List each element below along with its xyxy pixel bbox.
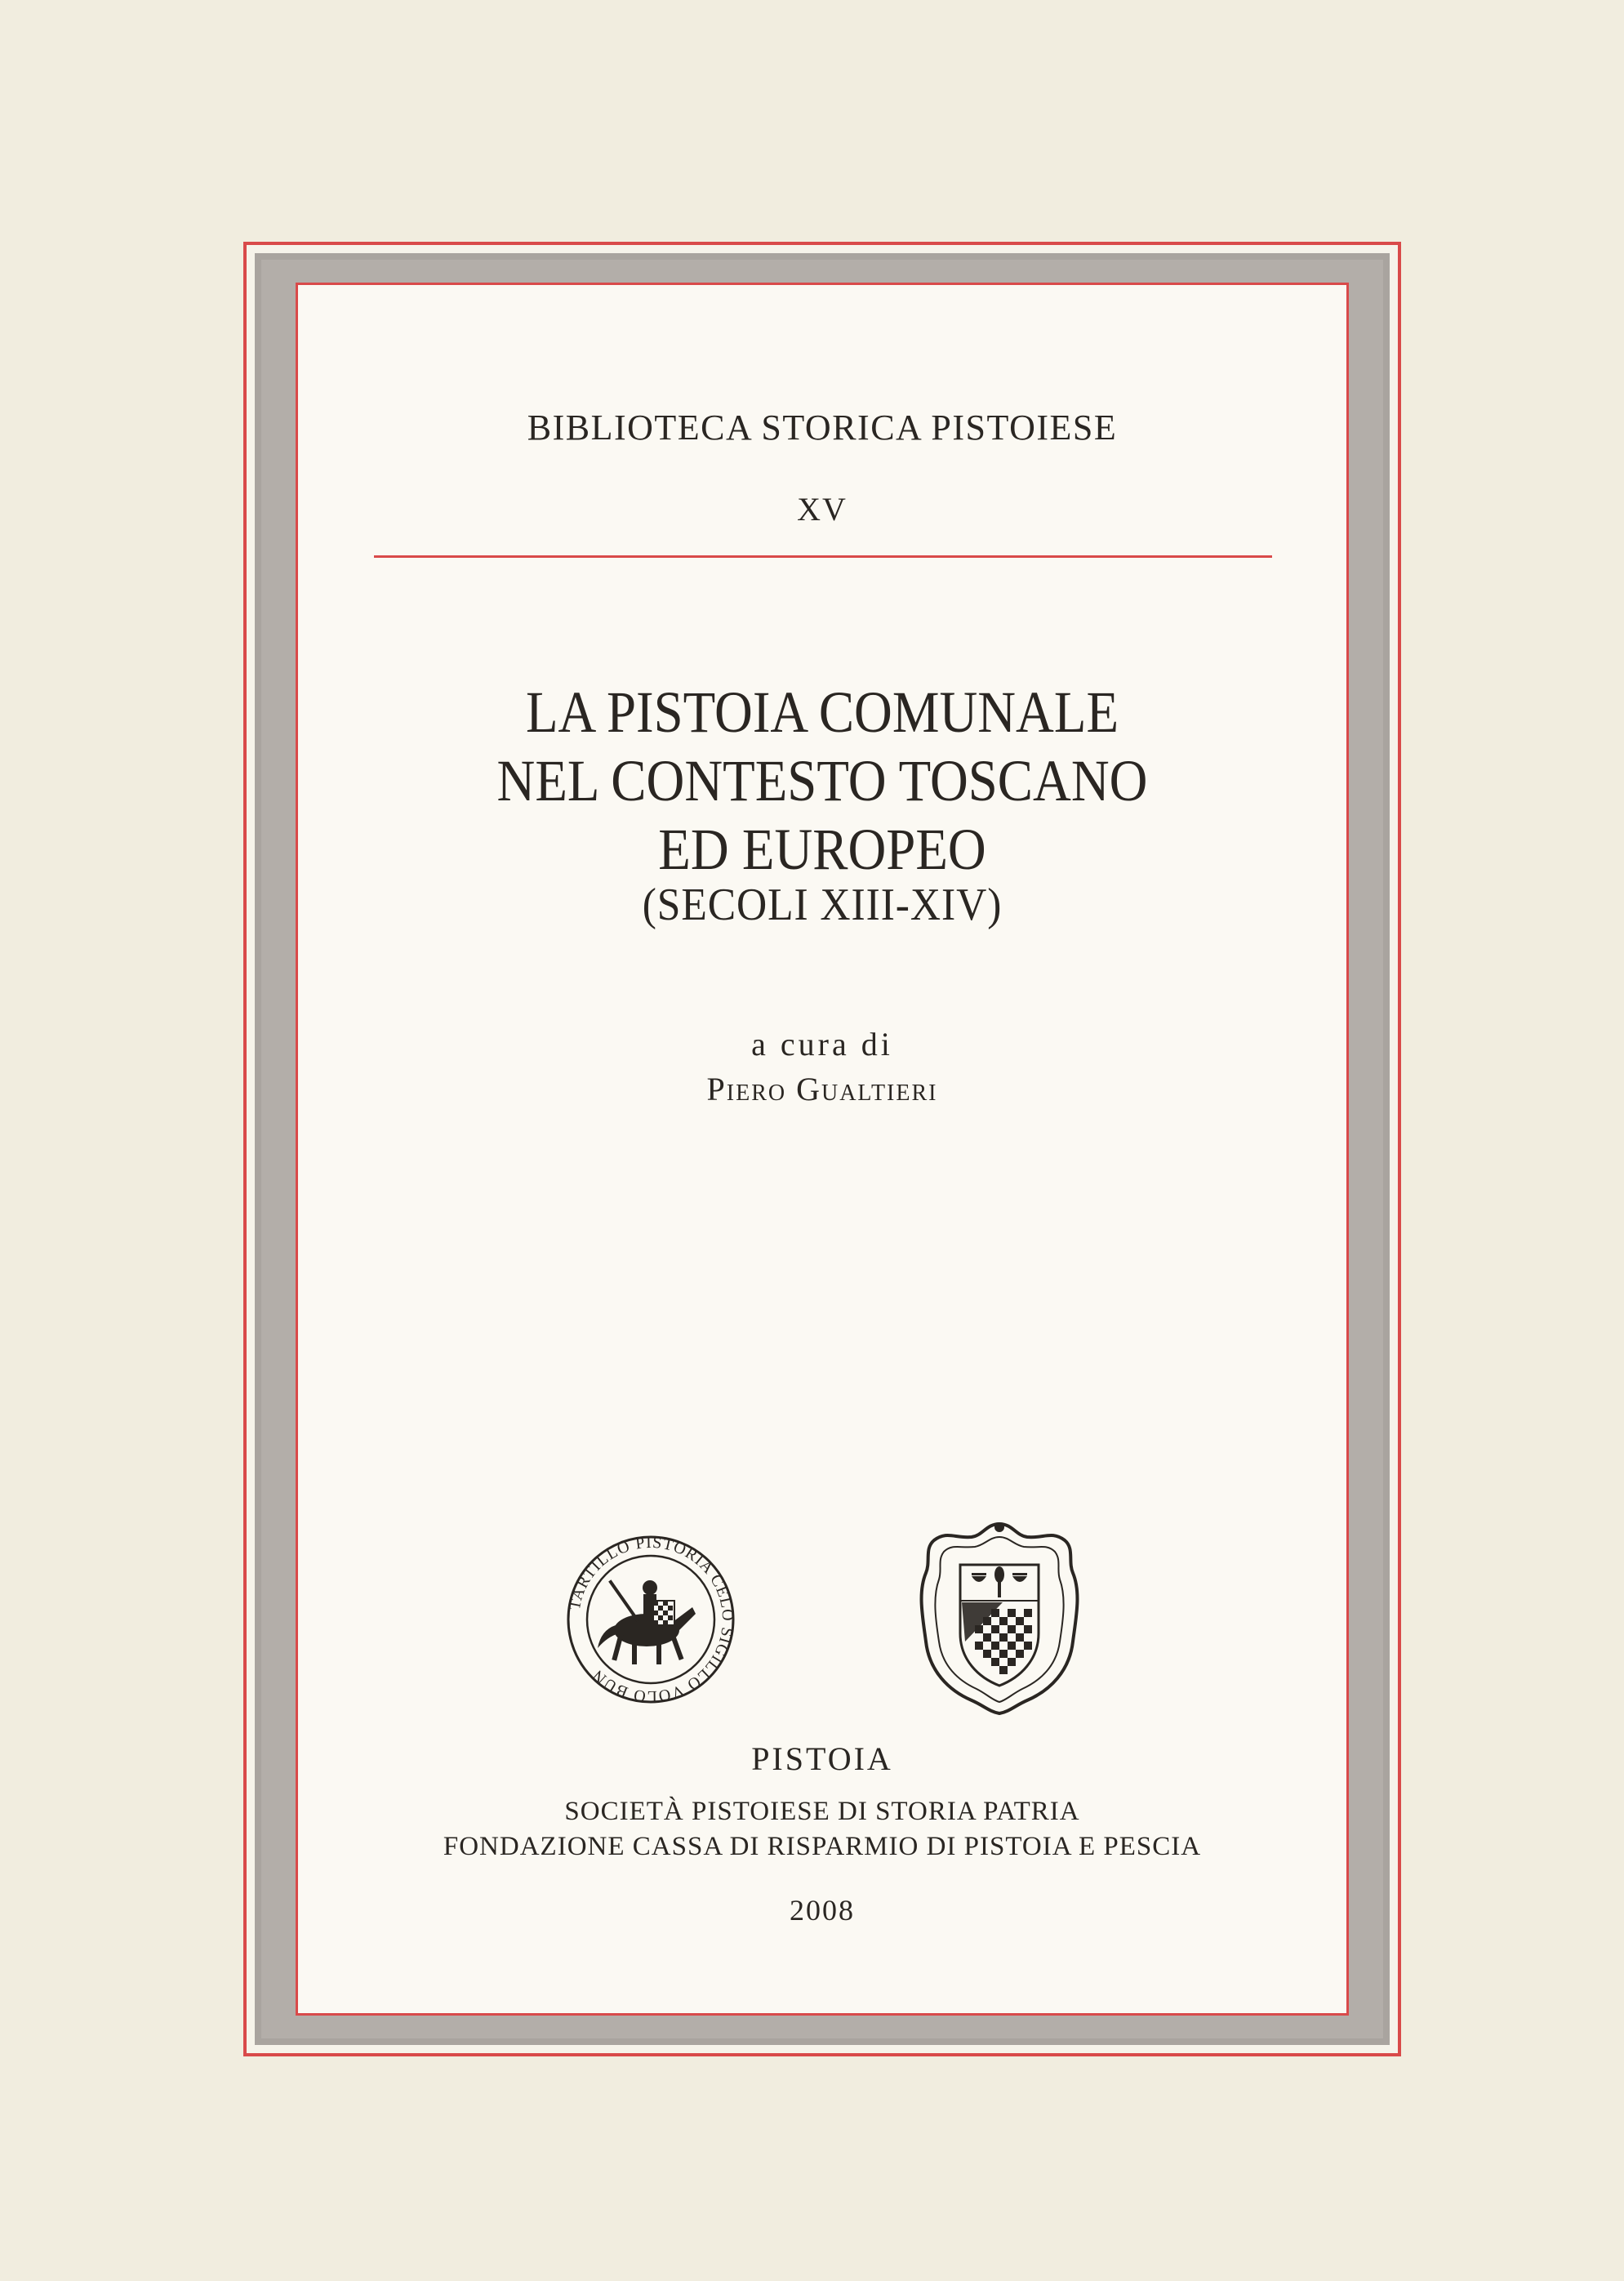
seal-legend: TARTILLO PISTORIA CELO SIGILLO VOLO BUN	[565, 1534, 736, 1705]
title-line-3: ED EUROPEO	[658, 817, 986, 882]
book-title	[351, 678, 1293, 884]
publication-year: 2008	[790, 1894, 855, 1927]
equestrian-seal-icon	[565, 1534, 736, 1705]
book-subtitle: (SECOLI XIII-XIV)	[642, 880, 1003, 930]
editor-prefix: a cura di	[751, 1026, 893, 1063]
red-divider-rule	[374, 555, 1272, 558]
volume-number: XV	[797, 491, 848, 528]
publication-place: PISTOIA	[751, 1740, 893, 1777]
coat-of-arms-icon	[913, 1519, 1086, 1715]
cover-content	[299, 286, 1346, 2012]
title-line-1: LA PISTOIA COMUNALE	[525, 679, 1119, 745]
title-line-2: NEL CONTESTO TOSCANO	[496, 748, 1148, 813]
publisher-line-2: FONDAZIONE CASSA DI RISPARMIO DI PISTOIA E PESCIA	[443, 1832, 1202, 1861]
publisher-line-1: SOCIETÀ PISTOIESE DI STORIA PATRIA	[564, 1797, 1080, 1826]
series-name: BIBLIOTECA STORICA PISTOIESE	[527, 408, 1118, 448]
editor-name: Piero Gualtieri	[706, 1071, 938, 1107]
